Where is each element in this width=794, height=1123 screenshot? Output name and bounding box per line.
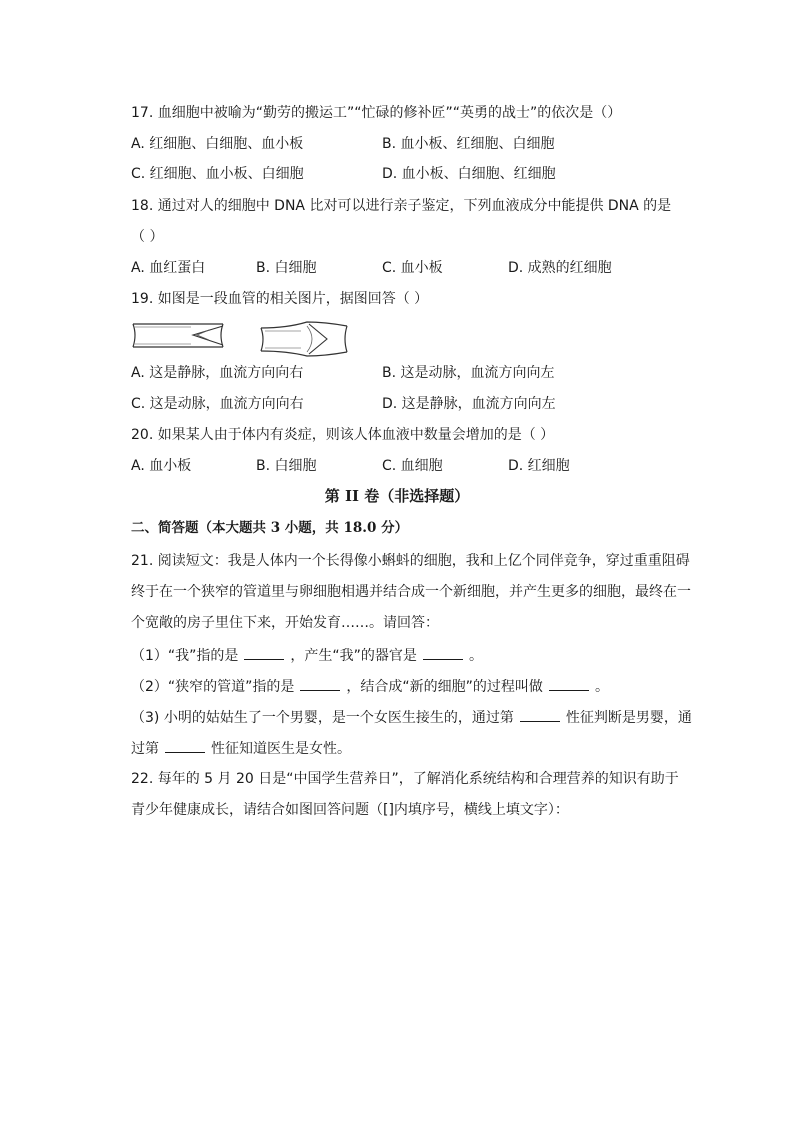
q21-part1-text-a: （1）“我”指的是 [131,648,239,664]
q21-part4-text-a: 过第 [131,741,159,757]
q18-option-b: B. 白细胞 [256,260,317,276]
q21-line-1: 21. 阅读短文：我是人体内一个长得像小蝌蚪的细胞，我和上亿个同伴竞争，穿过重重阻碍 [131,553,690,569]
q18-stem-bracket: （ ） [131,229,164,245]
q19-option-c: C. 这是动脉，血流方向向右 [131,396,304,412]
q21-part-3-cont [131,738,351,759]
q19-option-a: A. 这是静脉，血流方向向右 [131,365,304,381]
q21-part3-text-a: （3) 小明的姑姑生了一个男婴，是一个女医生接生的，通过第 [131,710,514,726]
answer-blank[interactable] [165,738,205,753]
q21-part-3 [131,707,692,728]
q21-part-2 [131,676,609,697]
q17-option-b: B. 血小板、红细胞、白细胞 [382,136,555,152]
q20-option-b: B. 白细胞 [256,458,317,474]
answer-blank[interactable] [549,676,589,691]
q22-line-1: 22. 每年的 5 月 20 日是“中国学生营养日”，了解消化系统结构和合理营养的知识有助于 [131,771,679,787]
q21-part-1 [131,645,483,666]
q21-part2-text-c: 。 [594,679,609,695]
q21-part4-text-b: 性征知道医生是女性。 [211,741,351,757]
q21-part1-text-c: 。 [468,648,483,664]
vessel-diagram-1 [131,318,231,354]
q20-option-d: D. 红细胞 [508,458,570,474]
q19-stem: 19. 如图是一段血管的相关图片，据图回答（ ） [131,291,429,307]
q18-option-c: C. 血小板 [382,260,443,276]
vessel-diagram-2 [257,318,353,358]
q21-part2-text-a: （2）“狭窄的管道”指的是 [131,679,295,695]
answer-blank[interactable] [423,645,463,660]
q18-option-d: D. 成熟的红细胞 [508,260,612,276]
answer-blank[interactable] [244,645,284,660]
q21-line-2: 终于在一个狭窄的管道里与卵细胞相遇并结合成一个新细胞，并产生更多的细胞，最终在一 [131,584,691,600]
q17-stem: 17. 血细胞中被喻为“勤劳的搬运工”“忙碌的修补匠”“英勇的战士”的依次是（） [131,105,622,121]
q18-option-a: A. 血红蛋白 [131,260,206,276]
q21-part1-text-b: ，产生“我”的器官是 [290,648,417,664]
section-subtitle: 二、简答题（本大题共 3 小题，共 18.0 分） [131,520,409,536]
q17-option-c: C. 红细胞、血小板、白细胞 [131,166,304,182]
q21-part2-text-b: ，结合成“新的细胞”的过程叫做 [346,679,543,695]
q19-option-d: D. 这是静脉，血流方向向左 [382,396,556,412]
q20-option-c: C. 血细胞 [382,458,443,474]
q17-option-d: D. 血小板、白细胞、红细胞 [382,166,556,182]
q21-part3-text-b: 性征判断是男婴，通 [565,710,692,726]
q19-option-b: B. 这是动脉，血流方向向左 [382,365,555,381]
q20-stem: 20. 如果某人由于体内有炎症，则该人体血液中数量会增加的是（ ） [131,427,555,443]
q18-stem: 18. 通过对人的细胞中 DNA 比对可以进行亲子鉴定，下列血液成分中能提供 DNA 的是 [131,198,672,214]
q21-line-3: 个宽敞的房子里住下来，开始发育……。请回答： [131,615,439,631]
q20-option-a: A. 血小板 [131,458,192,474]
q22-line-2: 青少年健康成长，请结合如图回答问题（[]内填序号，横线上填文字）： [131,802,569,818]
q17-option-a: A. 红细胞、白细胞、血小板 [131,136,304,152]
section-title: 第 II 卷（非选择题） [324,487,470,505]
answer-blank[interactable] [300,676,340,691]
answer-blank[interactable] [520,707,560,722]
